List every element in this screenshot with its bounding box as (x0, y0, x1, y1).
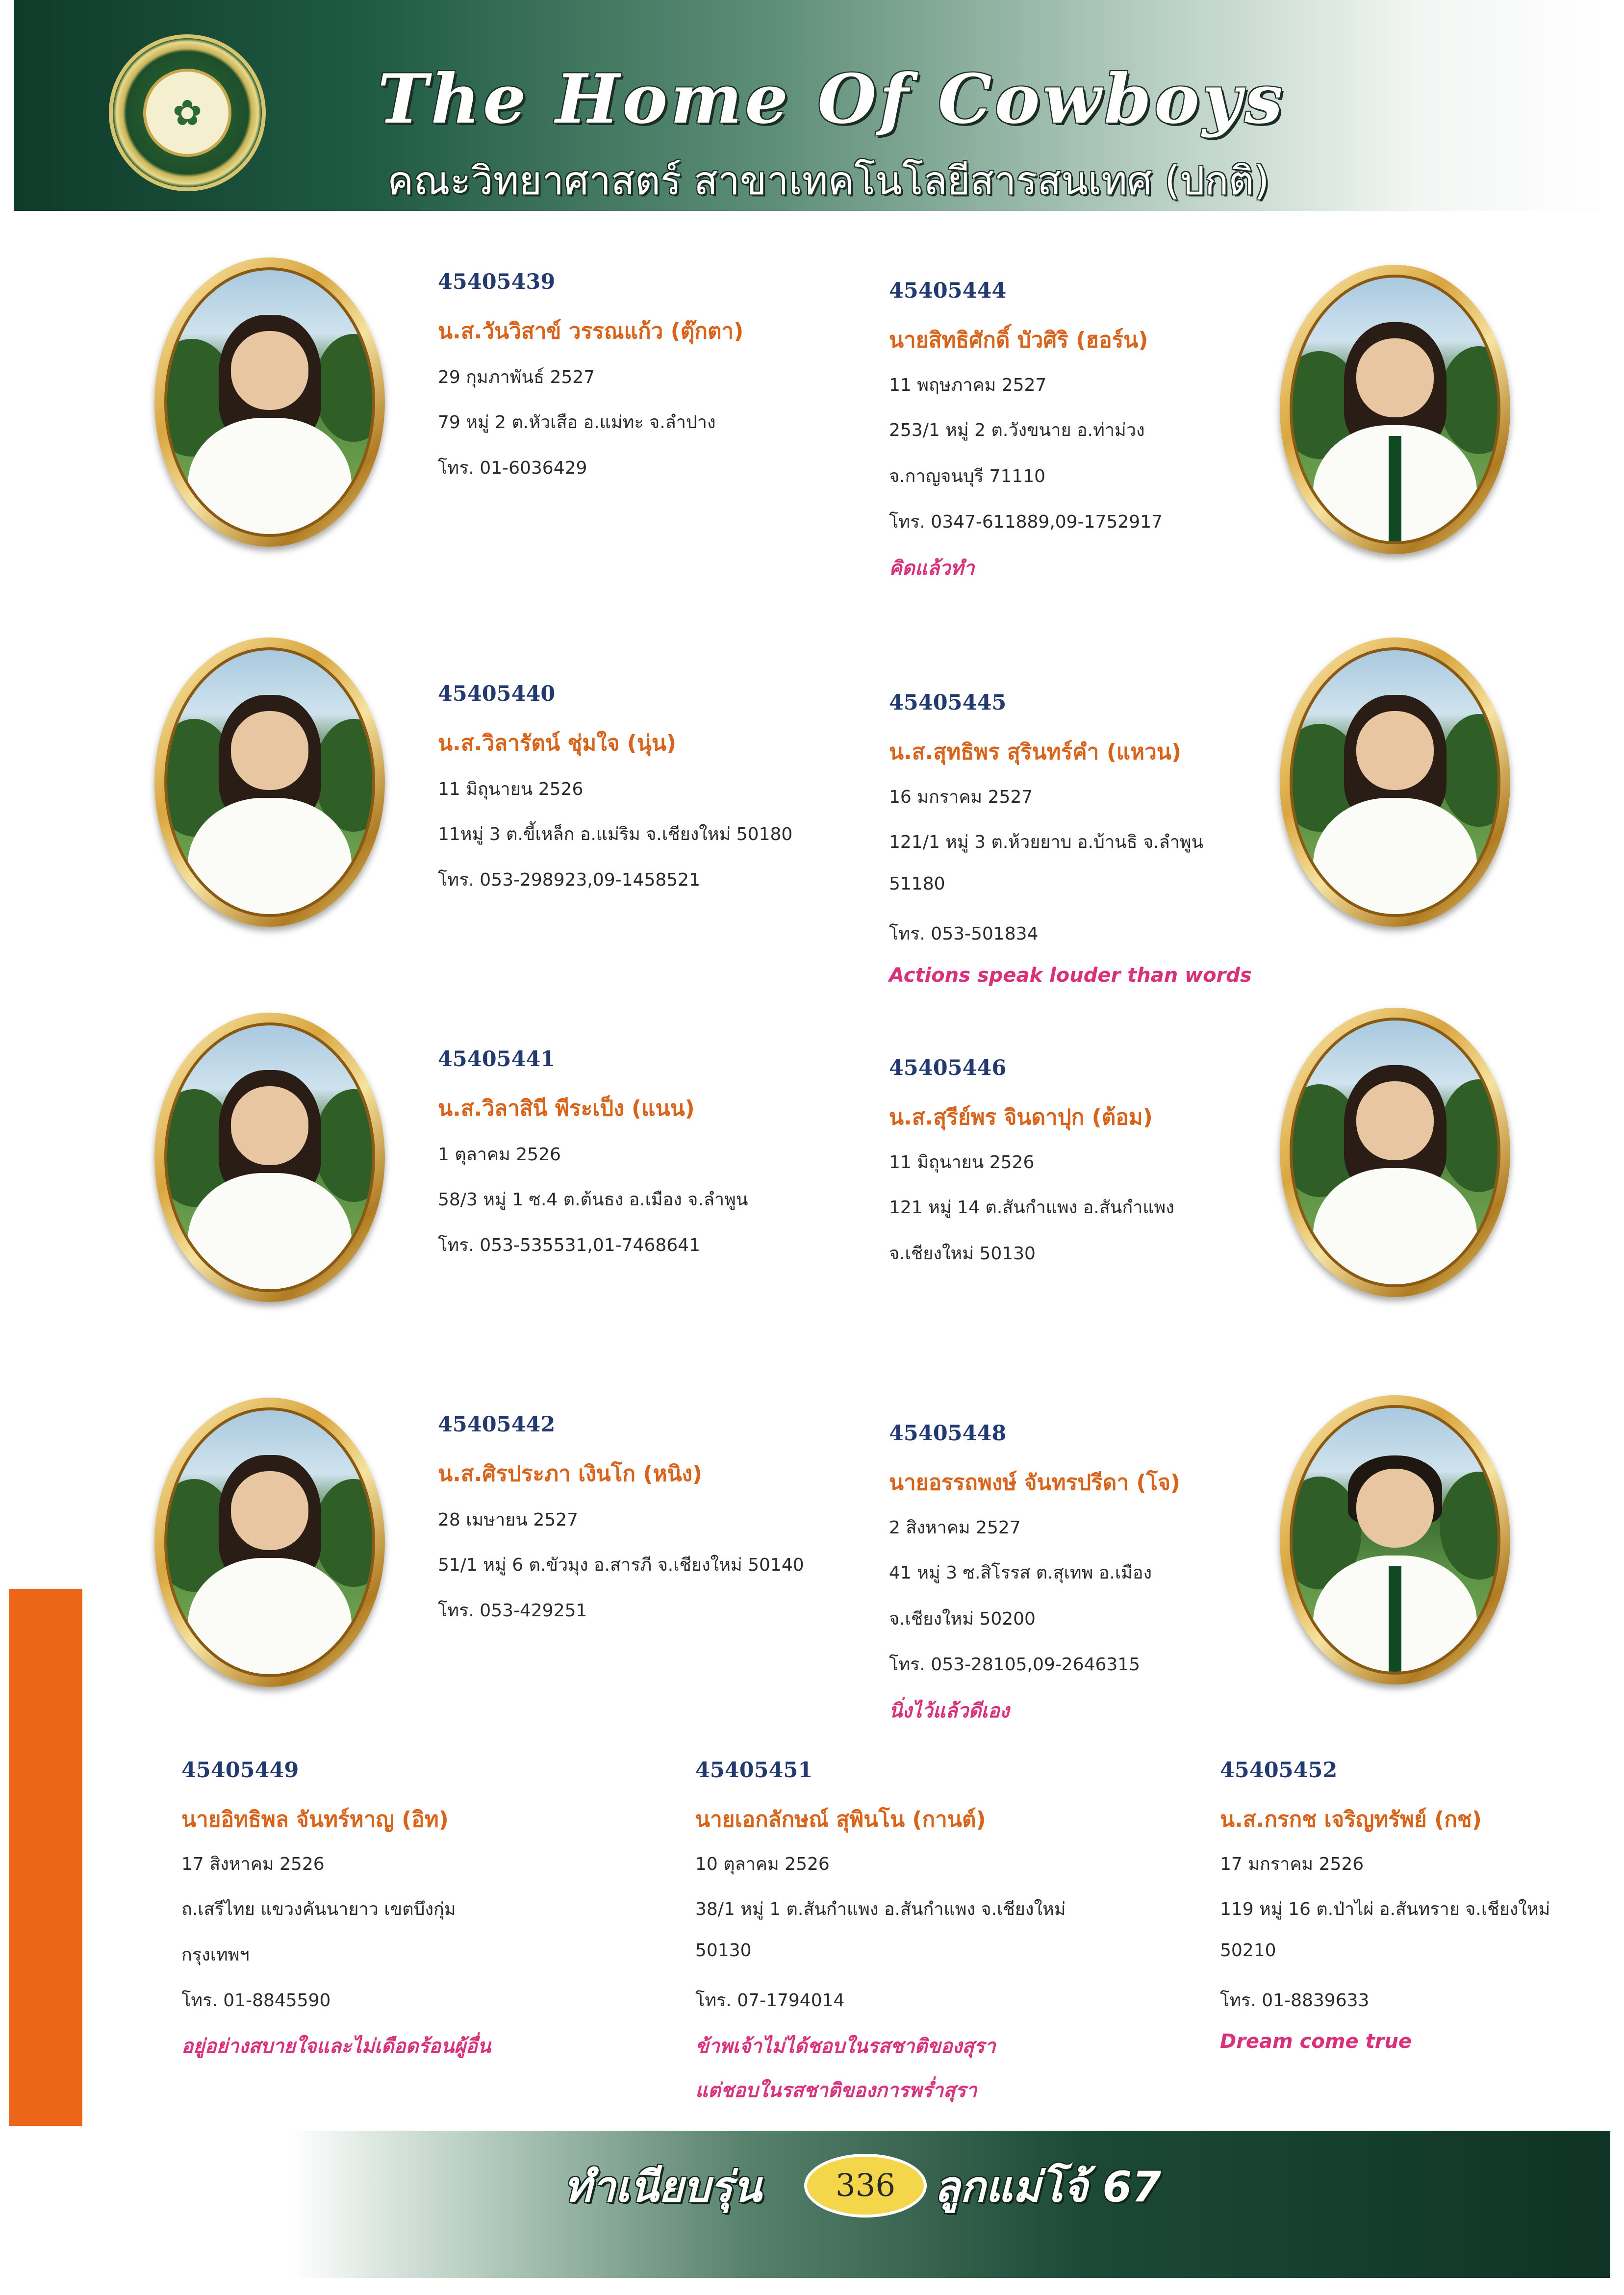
student-birthdate: 2 สิงหาคม 2527 (889, 1518, 1021, 1538)
student-address: 58/3 หมู่ 1 ซ.4 ต.ต้นธง อ.เมือง จ.ลำพูน (438, 1190, 748, 1210)
student-photo-45405442 (154, 1398, 385, 1687)
orange-side-bar (9, 1589, 82, 2126)
student-id: 45405442 (438, 1412, 556, 1437)
student-photo-45405446 (1280, 1008, 1510, 1297)
student-address: 253/1 หมู่ 2 ต.วังขนาย อ.ท่าม่วง (889, 420, 1145, 440)
student-phone: โทร. 07-1794014 (695, 1990, 845, 2011)
student-id: 45405441 (438, 1047, 556, 1071)
student-address: 51180 (889, 874, 945, 894)
student-id: 45405448 (889, 1421, 1007, 1446)
student-motto: อยู่อย่างสบายใจและไม่เดือดร้อนผู้อื่น (181, 2035, 491, 2058)
student-address: 121 หมู่ 14 ต.สันกำแพง อ.สันกำแพง (889, 1198, 1174, 1218)
student-id: 45405440 (438, 682, 556, 706)
footer-class-label: ลูกแม่โจ้ 67 (934, 2163, 1162, 2212)
student-photo-45405448 (1280, 1395, 1510, 1684)
student-phone: โทร. 053-429251 (438, 1601, 587, 1621)
student-address: 50130 (695, 1940, 752, 1961)
student-phone: โทร. 01-8839633 (1220, 1990, 1370, 2011)
student-photo-45405439 (154, 257, 385, 547)
page-number: 336 (804, 2154, 927, 2218)
student-name: น.ส.ศิรประภา เงินโก (หนิง) (438, 1461, 703, 1486)
student-birthdate: 17 สิงหาคม 2526 (181, 1854, 325, 1874)
seal-emblem-icon: ✿ (172, 92, 203, 133)
student-name: น.ส.วิลารัตน์ ชุ่มใจ (นุ่น) (438, 731, 677, 756)
footer-directory-label: ทำเนียบรุ่น (564, 2163, 762, 2212)
student-address: จ.เชียงใหม่ 50200 (889, 1609, 1036, 1629)
student-motto-line2: แต่ชอบในรสชาติของการพร่ำสุรา (695, 2079, 977, 2102)
student-name: นายสิทธิศักดิ์ บัวศิริ (ฮอร์น) (889, 328, 1148, 353)
student-id: 45405452 (1220, 1758, 1338, 1783)
student-motto: นิ่งไว้แล้วดีเอง (889, 1700, 1010, 1722)
student-address: 79 หมู่ 2 ต.หัวเสือ อ.แม่ทะ จ.ลำปาง (438, 412, 716, 433)
student-address: 38/1 หมู่ 1 ต.สันกำแพง อ.สันกำแพง จ.เชียงใหม่ (695, 1899, 1066, 1919)
student-phone: โทร. 01-6036429 (438, 458, 587, 478)
student-name: นายอิทธิพล จันทร์หาญ (อิท) (181, 1807, 449, 1832)
student-phone: โทร. 0347-611889,09-1752917 (889, 512, 1163, 532)
student-id: 45405446 (889, 1056, 1007, 1080)
student-address: จ.กาญจนบุรี 71110 (889, 466, 1046, 486)
student-motto: Dream come true (1220, 2030, 1412, 2053)
student-birthdate: 28 เมษายน 2527 (438, 1510, 578, 1530)
student-address: 11หมู่ 3 ต.ขี้เหล็ก อ.แม่ริม จ.เชียงใหม่ 50180 (438, 824, 793, 844)
student-address: 121/1 หมู่ 3 ต.ห้วยยาบ อ.บ้านธิ จ.ลำพูน (889, 832, 1204, 852)
student-address: กรุงเทพฯ (181, 1945, 250, 1965)
student-id: 45405439 (438, 270, 556, 294)
student-birthdate: 11 พฤษภาคม 2527 (889, 375, 1047, 395)
university-seal-logo (109, 34, 266, 191)
student-birthdate: 17 มกราคม 2526 (1220, 1854, 1364, 1874)
student-photo-45405441 (154, 1013, 385, 1302)
student-address: ถ.เสรีไทย แขวงคันนายาว เขตบึงกุ่ม (181, 1899, 456, 1919)
student-birthdate: 11 มิถุนายน 2526 (438, 779, 584, 799)
student-motto: Actions speak louder than words (889, 964, 1252, 987)
student-name: นายเอกลักษณ์ สุพินโน (กานต์) (695, 1807, 986, 1832)
faculty-subtitle: คณะวิทยาศาสตร์ สาขาเทคโนโลยีสารสนเทศ (ปกติ) (387, 158, 1269, 204)
student-photo-45405445 (1280, 638, 1510, 927)
student-phone: โทร. 053-28105,09-2646315 (889, 1655, 1141, 1675)
student-birthdate: 11 มิถุนายน 2526 (889, 1152, 1035, 1173)
student-name: น.ส.วันวิสาข์ วรรณแก้ว (ตุ๊กตา) (438, 319, 744, 344)
page-title: The Home Of Cowboys (378, 59, 1286, 139)
student-id: 45405444 (889, 279, 1007, 303)
student-name: น.ส.สุรีย์พร จินดาปุก (ต้อม) (889, 1105, 1153, 1130)
student-birthdate: 16 มกราคม 2527 (889, 787, 1033, 807)
student-phone: โทร. 053-298923,09-1458521 (438, 870, 700, 890)
seal-center (143, 69, 231, 157)
student-address: จ.เชียงใหม่ 50130 (889, 1244, 1036, 1264)
student-birthdate: 1 ตุลาคม 2526 (438, 1145, 561, 1165)
student-address: 50210 (1220, 1940, 1276, 1961)
student-address: 41 หมู่ 3 ซ.สิโรรส ต.สุเทพ อ.เมือง (889, 1563, 1152, 1583)
student-motto: ข้าพเจ้าไม่ได้ชอบในรสชาติของสุรา (695, 2035, 996, 2058)
student-name: น.ส.กรกช เจริญทรัพย์ (กช) (1220, 1807, 1482, 1832)
student-phone: โทร. 053-501834 (889, 924, 1039, 944)
student-photo-45405444 (1280, 265, 1510, 554)
student-id: 45405445 (889, 690, 1007, 715)
student-photo-45405440 (154, 638, 385, 927)
student-phone: โทร. 01-8845590 (181, 1990, 331, 2011)
student-motto: คิดแล้วทำ (889, 557, 975, 580)
student-name: น.ส.สุทธิพร สุรินทร์คำ (แหวน) (889, 740, 1182, 765)
student-birthdate: 10 ตุลาคม 2526 (695, 1854, 830, 1874)
student-address: 119 หมู่ 16 ต.ป่าไผ่ อ.สันทราย จ.เชียงใหม่ (1220, 1899, 1550, 1919)
student-name: นายอรรถพงษ์ จันทรปรีดา (โจ) (889, 1470, 1180, 1495)
student-id: 45405451 (695, 1758, 813, 1783)
student-name: น.ส.วิลาสินี พีระเป็ง (แนน) (438, 1096, 695, 1121)
student-address: 51/1 หมู่ 6 ต.ขัวมุง อ.สารภี จ.เชียงใหม่ 50140 (438, 1555, 804, 1575)
student-id: 45405449 (181, 1758, 299, 1783)
student-birthdate: 29 กุมภาพันธ์ 2527 (438, 367, 595, 387)
student-phone: โทร. 053-535531,01-7468641 (438, 1235, 700, 1255)
